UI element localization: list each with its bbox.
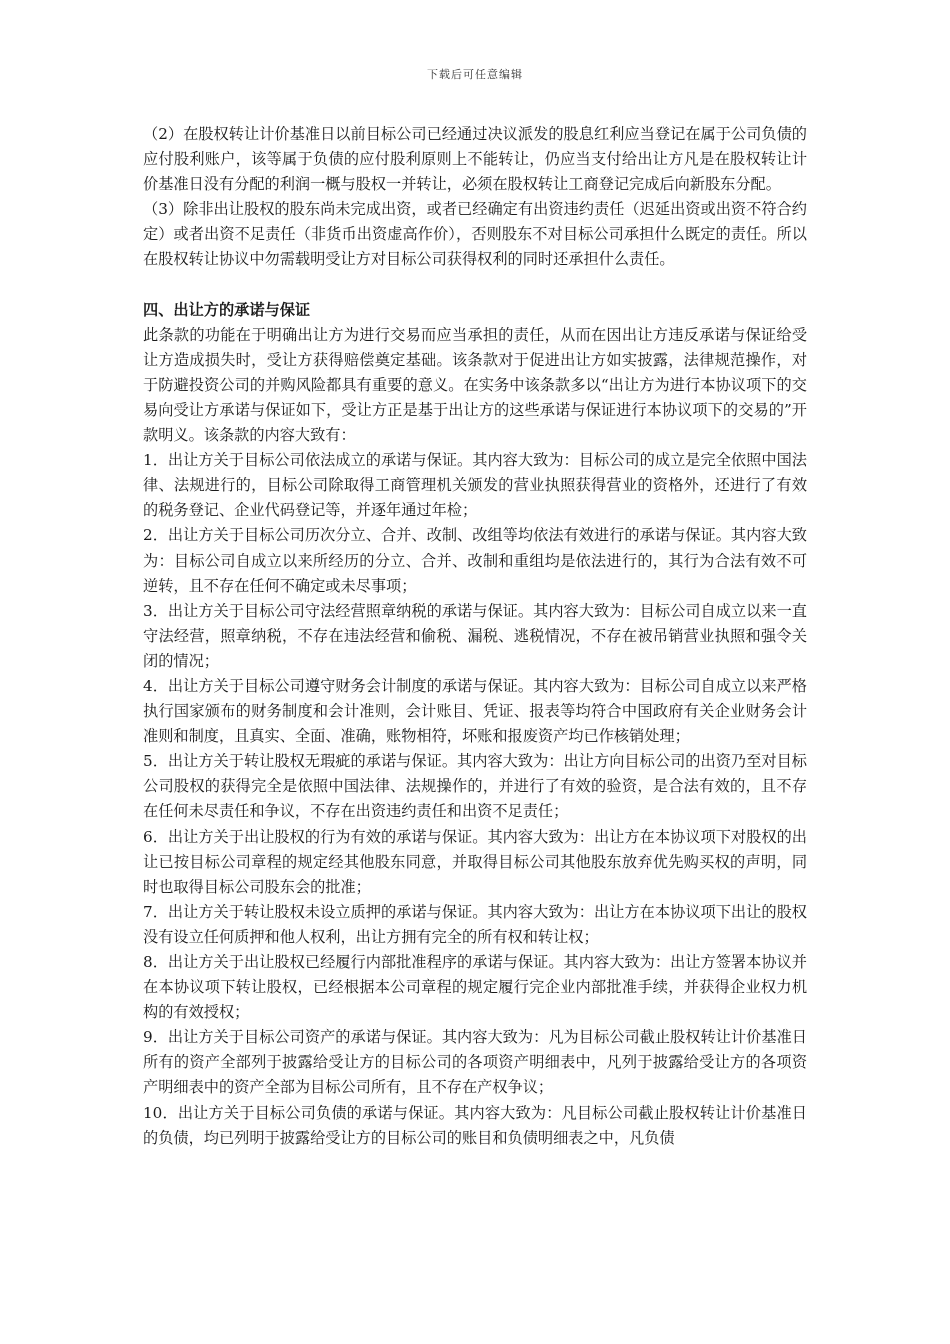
document-body — [143, 122, 807, 1151]
list-item: 4．出让方关于目标公司遵守财务会计制度的承诺与保证。其内容大致为：目标公司自成立以来严格执行国家颁布的财务制度和会计准则，会计账目、凭证、报表等均符合中国政府有关企业财务会计准则和制度，且真实、全面、准确，账物相符，坏账和报废资产均已作核销处理； — [143, 676, 807, 746]
list-item: 10．出让方关于目标公司负债的承诺与保证。其内容大致为：凡目标公司截止股权转让计价基准日的负债，均已列明于披露给受让方的目标公司的账目和负债明细表之中，凡负债 — [143, 1103, 807, 1147]
list-item: 2．出让方关于目标公司历次分立、合并、改制、改组等均依法有效进行的承诺与保证。其内容大致为：目标公司自成立以来所经历的分立、合并、改制和重组均是依法进行的，其行为合法有效不可逆转，且不存在任何不确定或未尽事项； — [143, 526, 807, 595]
section-heading: 四、出让方的承诺与保证 — [143, 300, 311, 319]
list-item: 1．出让方关于目标公司依法成立的承诺与保证。其内容大致为：目标公司的成立是完全依照中国法律、法规进行的，目标公司除取得工商管理机关颁发的营业执照获得营业的资格外，还进行了有效的税务登记、企业代码登记等，并逐年通过年检； — [143, 451, 807, 520]
list-item: 7．出让方关于转让股权未设立质押的承诺与保证。其内容大致为：出让方在本协议项下出让的股权没有设立任何质押和他人权利，出让方拥有完全的所有权和转让权； — [143, 902, 807, 946]
paragraph-item-3: （3）除非出让股权的股东尚未完成出资，或者已经确定有出资违约责任（迟延出资或出资不符合约定）或者出资不足责任（非货币出资虚高作价），否则股东不对目标公司承担什么既定的责任。所以在股权转让协议中勿需载明受让方对目标公司获得权利的同时还承担什么责任。 — [143, 200, 807, 269]
list-item: 3．出让方关于目标公司守法经营照章纳税的承诺与保证。其内容大致为：目标公司自成立以来一直守法经营，照章纳税，不存在违法经营和偷税、漏税、逃税情况，不存在被吊销营业执照和强令关闭的情况； — [143, 601, 807, 670]
list-item: 9．出让方关于目标公司资产的承诺与保证。其内容大致为：凡为目标公司截止股权转让计价基准日所有的资产全部列于披露给受让方的目标公司的各项资产明细表中，凡列于披露给受让方的各项资产明细表中的资产全部为目标公司所有，且不存在产权争议； — [143, 1028, 807, 1097]
list-item: 6．出让方关于出让股权的行为有效的承诺与保证。其内容大致为：出让方在本协议项下对股权的出让已按目标公司章程的规定经其他股东同意，并取得目标公司其他股东放弃优先购买权的声明，同时也取得目标公司股东会的批准； — [143, 827, 807, 896]
page-header: 下载后可任意编辑 — [427, 68, 523, 81]
list-item: 5．出让方关于转让股权无瑕疵的承诺与保证。其内容大致为：出让方向目标公司的出资乃至对目标公司股权的获得完全是依照中国法律、法规操作的，并进行了有效的验资，是合法有效的，且不存在任何未尽责任和争议，不存在出资违约责任和出资不足责任； — [143, 752, 807, 821]
list-item: 8．出让方关于出让股权已经履行内部批准程序的承诺与保证。其内容大致为：出让方签署本协议并在本协议项下转让股权，已经根据本公司章程的规定履行完企业内部批准手续，并获得企业权力机构的有效授权； — [143, 953, 807, 1022]
paragraph-item-2: （2）在股权转让计价基准日以前目标公司已经通过决议派发的股息红利应当登记在属于公司负债的应付股利账户，该等属于负债的应付股利原则上不能转让，仍应当支付给出让方凡是在股权转让计价基准日没有分配的利润一概与股权一并转让，必须在股权转让工商登记完成后向新股东分配。 — [143, 125, 807, 194]
section-intro: 此条款的功能在于明确出让方为进行交易而应当承担的责任，从而在因出让方违反承诺与保证给受让方造成损失时，受让方获得赔偿奠定基础。该条款对于促进出让方如实披露，法律规范操作，对于防避投资公司的并购风险都具有重要的意义。在实务中该条款多以“出让方为进行本协议项下的交易向受让方承诺与保证如下，受让方正是基于出让方的这些承诺与保证进行本协议项下的交易的”开款明义。该条款的内容大致有： — [143, 325, 807, 445]
blank-line — [143, 273, 807, 298]
